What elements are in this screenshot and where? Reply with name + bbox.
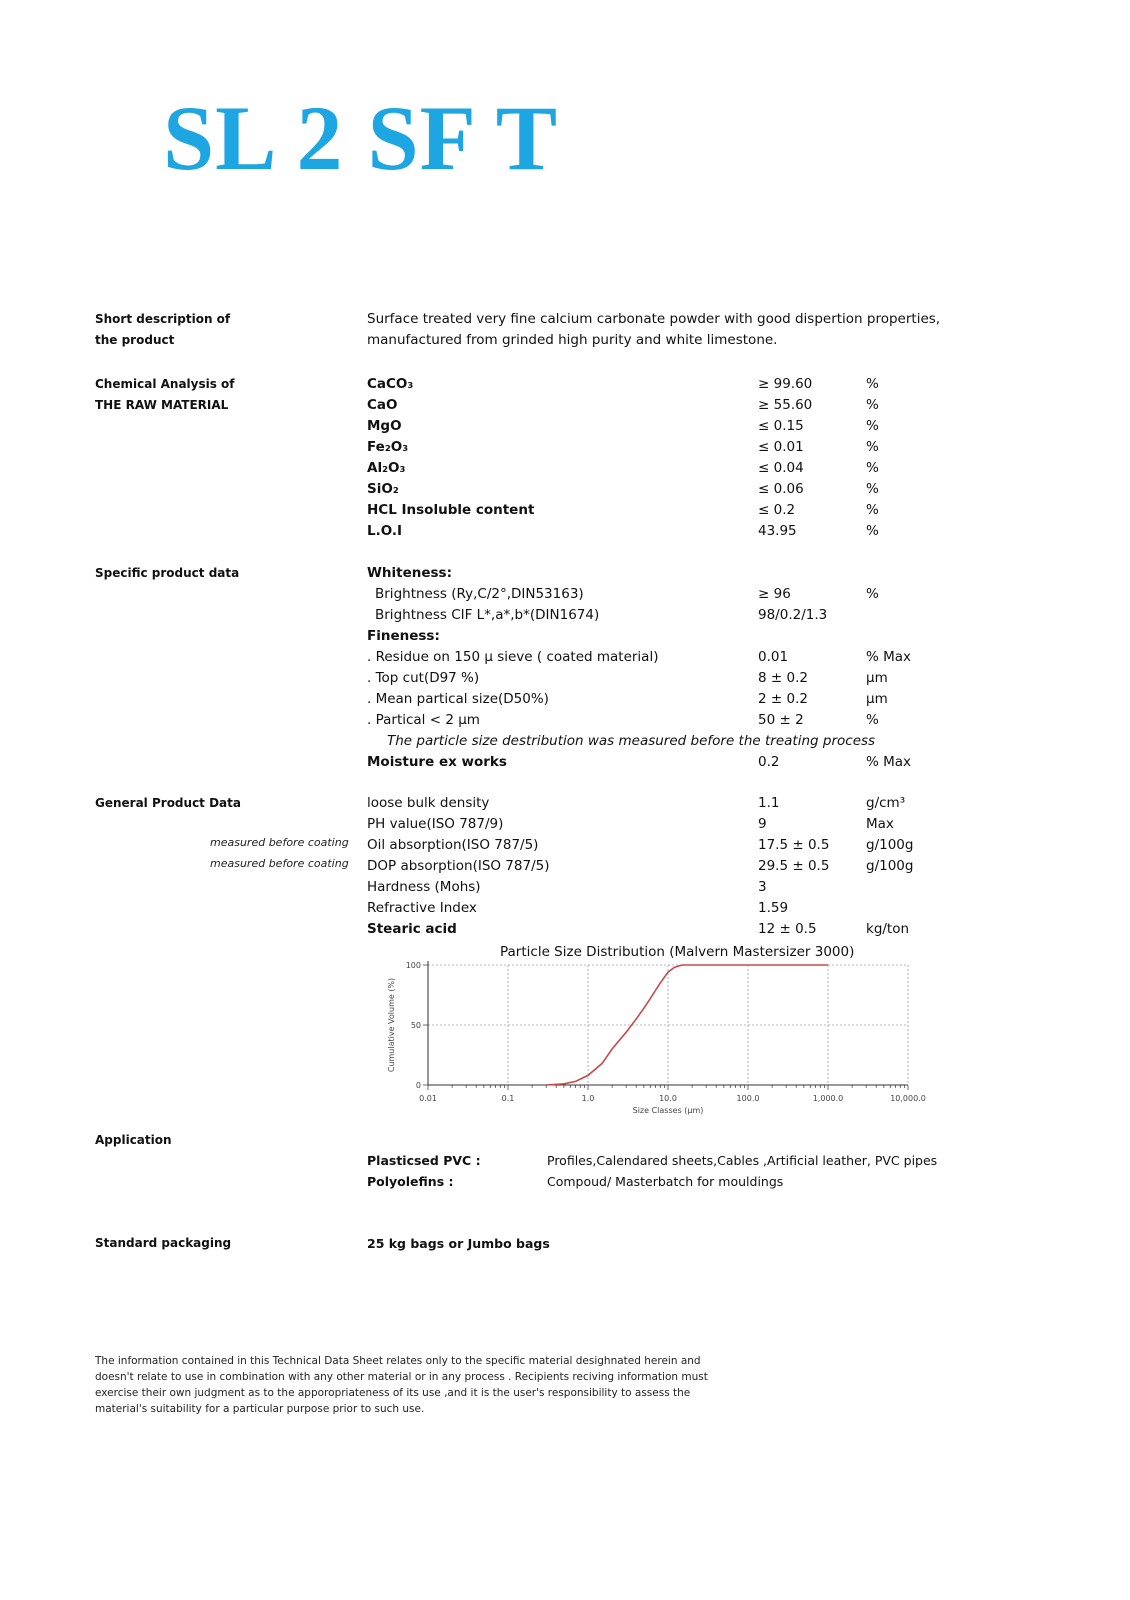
x-tick-label: 1,000.0 [812, 1094, 844, 1103]
row-value: ≥ 55.60 [758, 397, 813, 413]
row-value: 9 [758, 816, 767, 832]
label-line: the product [95, 333, 175, 347]
table-row [367, 437, 927, 458]
row-unit: % [866, 439, 879, 455]
row-unit: % [866, 376, 879, 392]
table-row [367, 856, 927, 877]
row-name: L.O.I [367, 523, 403, 539]
specific-product-data-label: Specific product data [95, 566, 240, 580]
row-name: PH value(ISO 787/9) [367, 816, 504, 832]
table-row [367, 395, 927, 416]
row-name: Brightness CIF L*,a*,b*(DIN1674) [375, 607, 600, 623]
row-value: 43.95 [758, 523, 797, 539]
row-unit: % [866, 712, 879, 728]
x-tick-label: 1.0 [581, 1094, 595, 1103]
x-tick-label: 0.1 [501, 1094, 515, 1103]
row-value: 3 [758, 879, 767, 895]
row-value: ≥ 99.60 [758, 376, 813, 392]
row-value: 1.59 [758, 900, 789, 916]
row-unit: % [866, 418, 879, 434]
table-row [367, 710, 927, 731]
row-name: Al₂O₃ [367, 460, 406, 476]
packaging-label: Standard packaging [95, 1236, 232, 1250]
whiteness-heading: Whiteness: [367, 565, 452, 581]
row-value: 12 ± 0.5 [758, 921, 817, 937]
row-name: MgO [367, 418, 402, 434]
table-row [367, 919, 927, 940]
x-tick-label: 10,000.0 [890, 1094, 926, 1103]
description-line: Surface treated very fine calcium carbonate powder with good dispertion properties, [367, 311, 941, 327]
coating-note: measured before coating [210, 836, 349, 849]
fineness-note: The particle size destribution was measured before the treating process [387, 733, 876, 749]
row-name: HCL Insoluble content [367, 502, 535, 518]
application-row [367, 1150, 938, 1171]
table-row [367, 416, 927, 437]
row-name: Polyolefins : [367, 1174, 454, 1189]
row-name: Refractive Index [367, 900, 477, 916]
x-tick-label: 100.0 [736, 1094, 760, 1103]
y-tick-label: 50 [410, 1021, 421, 1030]
label-line: THE RAW MATERIAL [95, 398, 229, 412]
row-name: Fe₂O₃ [367, 439, 409, 455]
coating-note: measured before coating [210, 857, 349, 870]
x-axis-label: Size Classes (µm) [632, 1106, 704, 1115]
row-name: loose bulk density [367, 795, 490, 811]
y-axis-label: Cumulative Volume (%) [387, 977, 396, 1073]
table-row [367, 500, 927, 521]
description-line: manufactured from grinded high purity and white limestone. [367, 332, 778, 348]
table-row [367, 898, 927, 919]
chemical-analysis-label [95, 374, 235, 416]
fineness-heading: Fineness: [367, 628, 440, 644]
row-value: ≤ 0.06 [758, 481, 804, 497]
row-unit: % Max [866, 754, 912, 770]
y-tick-label: 0 [415, 1081, 421, 1090]
row-value: Profiles,Calendared sheets,Cables ,Artificial leather, PVC pipes [547, 1153, 938, 1168]
table-row [367, 374, 927, 395]
application-row [367, 1171, 927, 1192]
row-value: ≤ 0.01 [758, 439, 804, 455]
row-unit: Max [866, 816, 894, 832]
product-title: SL 2 SF T [163, 87, 559, 189]
label-line: Chemical Analysis of [95, 377, 235, 391]
row-name: . Mean partical size(D50%) [367, 691, 549, 707]
row-name: CaCO₃ [367, 376, 414, 392]
chemical-analysis-table [367, 374, 927, 544]
row-unit: kg/ton [866, 921, 910, 937]
row-value: 98/0.2/1.3 [758, 607, 828, 623]
specific-product-data-table [367, 563, 927, 773]
table-row [367, 793, 927, 814]
table-row [367, 479, 927, 500]
row-value: ≥ 96 [758, 586, 791, 602]
row-value: ≤ 0.15 [758, 418, 804, 434]
row-unit: g/100g [866, 858, 914, 874]
short-description-text [367, 309, 940, 351]
x-tick-label: 10.0 [659, 1094, 677, 1103]
row-unit: µm [866, 670, 888, 686]
x-tick-label: 0.01 [419, 1094, 437, 1103]
row-unit: % [866, 523, 879, 539]
row-unit: % Max [866, 649, 912, 665]
table-row [367, 521, 927, 542]
table-row [375, 605, 927, 626]
row-unit: % [866, 586, 879, 602]
table-row [367, 814, 927, 835]
application-label: Application [95, 1133, 172, 1147]
table-row [367, 877, 927, 898]
row-name: DOP absorption(ISO 787/5) [367, 858, 550, 874]
y-tick-label: 100 [405, 961, 421, 970]
row-value: Compoud/ Masterbatch for mouldings [547, 1174, 784, 1189]
short-description-label [95, 309, 230, 351]
label-line: Short description of [95, 312, 231, 326]
row-value: ≤ 0.04 [758, 460, 804, 476]
disclaimer-text: The information contained in this Technical Data Sheet relates only to the specific material desighnated herein and doesn't relate to use in combination with any other material or in any process . Recipients reciving information must exercise their own judgment as to the apporopriateness of its use ,and it is the user's responsibility to assess the material's suitability for a particular purpose prior to such use. [95, 1355, 708, 1415]
table-row [375, 584, 927, 605]
row-name: Stearic acid [367, 921, 457, 937]
row-name: . Partical < 2 µm [367, 712, 480, 728]
row-value: 8 ± 0.2 [758, 670, 808, 686]
table-row [367, 689, 927, 710]
table-row [367, 647, 927, 668]
chart-title: Particle Size Distribution (Malvern Mastersizer 3000) [500, 944, 855, 960]
table-row [367, 835, 927, 856]
row-unit: % [866, 502, 879, 518]
general-product-data-label: General Product Data [95, 796, 241, 810]
table-row [367, 458, 927, 479]
general-product-data-table [367, 793, 927, 943]
row-value: 2 ± 0.2 [758, 691, 808, 707]
row-unit: % [866, 397, 879, 413]
row-unit: g/cm³ [866, 795, 906, 811]
moisture-row [367, 752, 927, 773]
row-name: . Top cut(D97 %) [367, 670, 480, 686]
row-value: 0.2 [758, 754, 780, 770]
row-name: . Residue on 150 µ sieve ( coated material) [367, 649, 659, 665]
row-unit: g/100g [866, 837, 914, 853]
packaging-value: 25 kg bags or Jumbo bags [367, 1236, 550, 1251]
row-value: 29.5 ± 0.5 [758, 858, 830, 874]
row-value: 50 ± 2 [758, 712, 804, 728]
row-value: ≤ 0.2 [758, 502, 796, 518]
application-table [367, 1150, 938, 1194]
row-name: Brightness (Ry,C/2°,DIN53163) [375, 586, 584, 602]
row-name: CaO [367, 397, 398, 413]
row-name: Moisture ex works [367, 754, 507, 770]
particle-size-chart [380, 955, 940, 1130]
row-unit: µm [866, 691, 888, 707]
row-value: 17.5 ± 0.5 [758, 837, 830, 853]
table-row [367, 668, 927, 689]
row-unit: % [866, 460, 879, 476]
row-value: 1.1 [758, 795, 780, 811]
row-name: Oil absorption(ISO 787/5) [367, 837, 539, 853]
row-name: Plasticsed PVC : [367, 1153, 481, 1168]
row-name: Hardness (Mohs) [367, 879, 481, 895]
row-unit: % [866, 481, 879, 497]
row-name: SiO₂ [367, 481, 399, 497]
row-value: 0.01 [758, 649, 789, 665]
